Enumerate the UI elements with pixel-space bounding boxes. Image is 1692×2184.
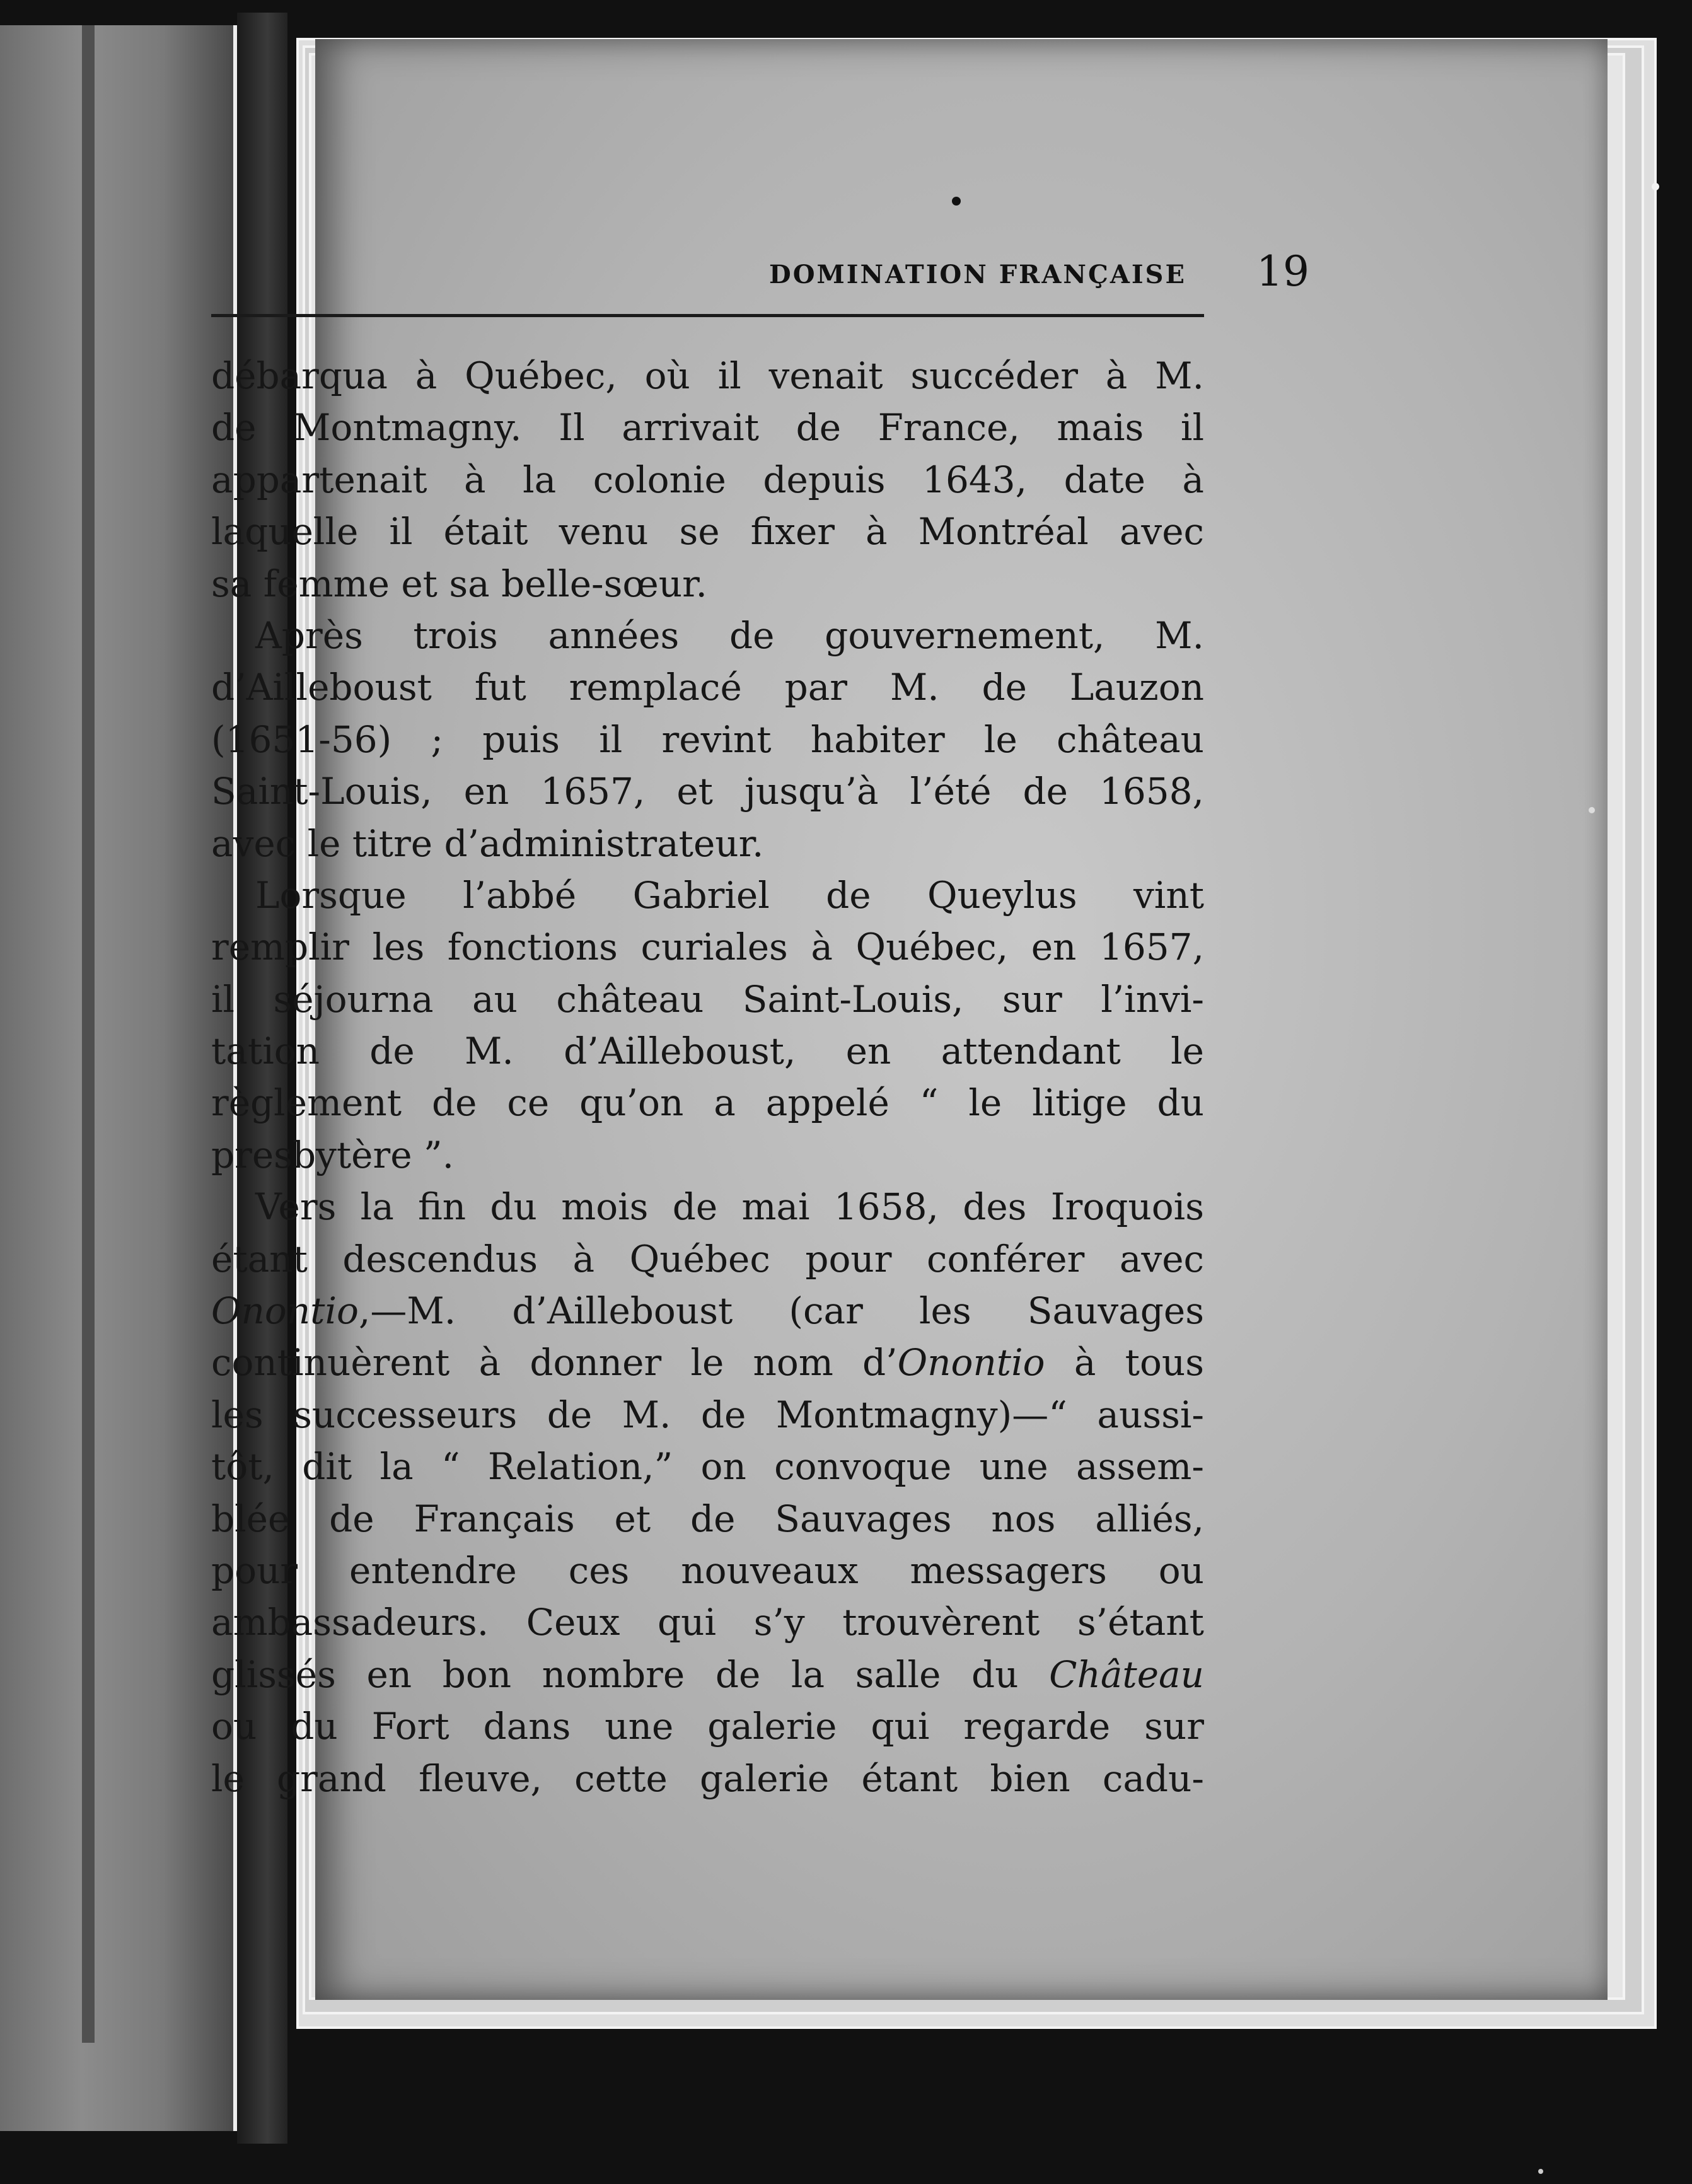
running-head (211, 219, 1396, 295)
text-line: continuèrent à donner le nom d’Onontio à tous (211, 1341, 1204, 1385)
text-line: Onontio,—M. d’Ailleboust (car les Sauvages (211, 1289, 1204, 1333)
text-line: glissés en bon nombre de la salle du Château (211, 1653, 1204, 1696)
text-line: il séjourna au château Saint-Louis, sur l’invi- (211, 977, 1204, 1021)
text-line: débarqua à Québec, où il venait succéder à M. (211, 354, 1204, 397)
text-line: Vers la fin du mois de mai 1658, des Iroquois (255, 1185, 1204, 1229)
text-line: sa femme et sa belle-sœur. (211, 562, 707, 605)
text-line: laquelle il était venu se fixer à Montréal avec (211, 510, 1204, 554)
text-line: étant descendus à Québec pour conférer avec (211, 1237, 1204, 1281)
text-line: (1651-56) ; puis il revint habiter le château (211, 717, 1204, 761)
text-line: pour entendre ces nouveaux messagers ou (211, 1548, 1204, 1592)
text-line: tation de M. d’Ailleboust, en attendant le (211, 1030, 1204, 1073)
text-line: Après trois années de gouvernement, M. (255, 613, 1204, 657)
running-title: DOMINATION FRANÇAISE (769, 260, 1186, 289)
text-line: appartenait à la colonie depuis 1643, date à (211, 458, 1204, 501)
text-line: presbytère ”. (211, 1133, 455, 1176)
left-page-edge (0, 25, 237, 2131)
text-line: avec le titre d’administrateur. (211, 822, 764, 865)
body-text (211, 350, 1204, 1804)
left-page-crease (82, 25, 95, 2043)
text-line: ou du Fort dans une galerie qui regarde sur (211, 1705, 1204, 1748)
ink-dot (952, 197, 961, 206)
text-line: Lorsque l’abbé Gabriel de Queylus vint (255, 873, 1204, 917)
page-number: 19 (1256, 247, 1309, 296)
text-line: de Montmagny. Il arrivait de France, mais il (211, 406, 1204, 450)
text-line: tôt, dit la “ Relation,” on convoque une assem- (211, 1445, 1204, 1489)
text-line: le grand fleuve, cette galerie étant bien cadu- (211, 1757, 1204, 1800)
text-line: d’Ailleboust fut remplacé par M. de Lauzon (211, 666, 1204, 709)
text-line: règlement de ce qu’on a appelé “ le litige du (211, 1081, 1204, 1125)
speck (1652, 183, 1659, 190)
text-line: blée de Français et de Sauvages nos alliés, (211, 1497, 1204, 1540)
text-line: ambassadeurs. Ceux qui s’y trouvèrent s’étant (211, 1601, 1204, 1644)
text-line: remplir les fonctions curiales à Québec, en 1657, (211, 926, 1204, 969)
speck (1589, 807, 1595, 813)
text-line: Saint-Louis, en 1657, et jusqu’à l’été de 1658, (211, 770, 1204, 813)
header-rule (211, 314, 1204, 317)
text-line: les successeurs de M. de Montmagny)—“ aussi- (211, 1393, 1204, 1436)
speck (1538, 2169, 1543, 2174)
